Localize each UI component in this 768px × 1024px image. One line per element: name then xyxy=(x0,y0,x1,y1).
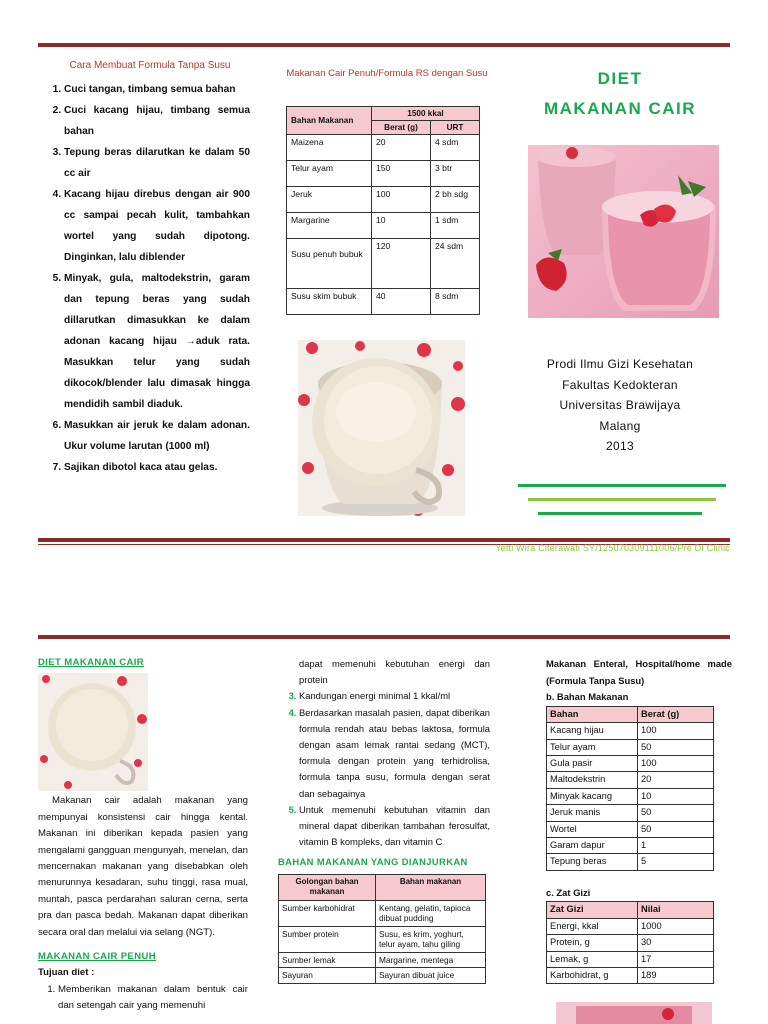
table-cell: 20 xyxy=(372,135,431,161)
table-cell: Kacang hijau xyxy=(547,723,638,739)
cover-title-line2: MAKANAN CAIR xyxy=(543,99,697,118)
table-cell: Margarine xyxy=(287,213,372,239)
table-cell: Garam dapur xyxy=(547,838,638,854)
table-cell: Sumber protein xyxy=(279,926,376,952)
table-cell: Telur ayam xyxy=(547,739,638,755)
milk-drink-photo xyxy=(298,340,465,516)
table-cell: Maltodekstrin xyxy=(547,772,638,788)
ingredients-label: b. Bahan Makanan xyxy=(546,691,629,703)
recipe-step: 3. Tepung beras dilarutkan ke dalam 50 cc air xyxy=(64,142,250,184)
table-cell: Protein, g xyxy=(547,935,638,951)
recipe-step: 5. Minyak, gula, maltodekstrin, garam dan tepung beras yang sudah dillarutkan dimasukkan ke dalam adonan kacang hijau →aduk rata. Masukkan telur yang sudah dikocok/blender lalu dimasak hingga mendidih sambil diaduk. xyxy=(64,268,250,415)
goal-list xyxy=(38,982,248,1015)
table-header: Bahan xyxy=(547,706,638,722)
table-cell: Kentang, gelatin, tapioca dibuat pudding xyxy=(376,900,486,926)
institution-block xyxy=(520,354,720,457)
recommended-foods-table xyxy=(278,874,486,984)
table-cell: 120 xyxy=(372,239,431,289)
table-cell: 5 xyxy=(638,854,714,870)
cover-title xyxy=(520,64,720,124)
table-cell: Sayuran dibuat juice xyxy=(376,968,486,984)
recommended-foods-heading: BAHAN MAKANAN YANG DIANJURKAN xyxy=(278,856,468,868)
goal-label: Tujuan diet : xyxy=(38,967,95,979)
table-header: Berat (g) xyxy=(372,121,431,135)
table-cell: 100 xyxy=(638,756,714,772)
recipe-steps xyxy=(50,79,250,478)
recipe-instructions-title: Cara Membuat Formula Tanpa Susu xyxy=(69,60,231,71)
table-cell: Wortel xyxy=(547,821,638,837)
green-rule-1 xyxy=(518,484,726,487)
nutrients-table xyxy=(546,901,714,984)
goal-item: 3. Kandungan energi minimal 1 kkal/ml xyxy=(299,688,490,704)
table-cell: 50 xyxy=(638,739,714,755)
table-cell: 3 btr xyxy=(431,161,480,187)
table-cell: 8 sdm xyxy=(431,289,480,315)
table-header: Bahan Makanan xyxy=(287,107,372,135)
green-rule-2 xyxy=(538,512,702,515)
table-cell: Sumber lemak xyxy=(279,952,376,968)
table-cell: 1000 xyxy=(638,918,714,934)
table-cell: Susu penuh bubuk xyxy=(287,239,372,289)
table-header: Nilai xyxy=(638,902,714,918)
ingredients-table xyxy=(546,706,714,871)
recipe-step: 6. Masukkan air jeruk ke dalam adonan. Ukur volume larutan (1000 ml) xyxy=(64,415,250,457)
recipe-instructions xyxy=(50,60,250,478)
nutrients-label: c. Zat Gizi xyxy=(546,886,591,898)
table-cell: 150 xyxy=(372,161,431,187)
table-header: URT xyxy=(431,121,480,135)
table-cell: 2 bh sdg xyxy=(431,187,480,213)
footer-credit: Yetti Wira Citerawati SY/125070309111006/Pre DI Clinic xyxy=(495,543,730,553)
table-cell: 24 sdm xyxy=(431,239,480,289)
drink-photo-partial xyxy=(556,1002,712,1024)
table-cell: Sumber karbohidrat xyxy=(279,900,376,926)
strawberry-smoothie-photo xyxy=(528,145,719,318)
table-cell: 50 xyxy=(638,805,714,821)
table-cell: Energi, kkal xyxy=(547,918,638,934)
table-cell: 10 xyxy=(372,213,431,239)
table-cell: Telur ayam xyxy=(287,161,372,187)
table-cell: 17 xyxy=(638,951,714,967)
table-cell: 100 xyxy=(372,187,431,213)
goal-continuation: dapat memenuhi kebutuhan energi dan protein xyxy=(299,658,490,686)
table-cell: 189 xyxy=(638,968,714,984)
recipe-step: 4. Kacang hijau direbus dengan air 900 cc sampai pecah kulit, tambahkan wortel yang sudah dipotong. Dinginkan, lalu diblender xyxy=(64,184,250,268)
footer-rule-thick xyxy=(38,538,730,542)
table-cell: Minyak kacang xyxy=(547,788,638,804)
table-header: Berat (g) xyxy=(638,706,714,722)
table-cell: Jeruk xyxy=(287,187,372,213)
recipe-step: 1. Cuci tangan, timbang semua bahan xyxy=(64,79,250,100)
goal-item: 4. Berdasarkan masalah pasien, dapat diberikan formula rendah atau bebas laktosa, formula dengan asam lemak rantai sedang (MCT), formula dengan protein yang terhidrolisa, formula tanpa susu, formula dengan serat dan sebagainya xyxy=(299,705,490,802)
top-rule xyxy=(38,43,730,47)
table-cell: 1 xyxy=(638,838,714,854)
recipe-step: 7. Sajikan dibotol kaca atau gelas. xyxy=(64,457,250,478)
institution-line: Prodi Ilmu Gizi Kesehatan xyxy=(546,357,694,371)
table-cell: Maizena xyxy=(287,135,372,161)
institution-line: Fakultas Kedokteran xyxy=(562,377,678,392)
recipe-step: 2. Cuci kacang hijau, timbang semua bahan xyxy=(64,100,250,142)
institution-line: Malang xyxy=(599,418,641,433)
table-header: Bahan makanan xyxy=(376,874,486,900)
page2-top-rule xyxy=(38,635,730,639)
table-cell: Tepung beras xyxy=(547,854,638,870)
table-cell: 1 sdm xyxy=(431,213,480,239)
intro-heading: DIET MAKANAN CAIR xyxy=(38,657,145,668)
table-cell: 100 xyxy=(638,723,714,739)
table-cell: 50 xyxy=(638,821,714,837)
table-cell: Lemak, g xyxy=(547,951,638,967)
goals-continued-column xyxy=(278,656,490,984)
section-heading: MAKANAN CAIR PENUH xyxy=(38,951,157,963)
institution-line: Universitas Brawijaya xyxy=(559,398,681,412)
enteral-column xyxy=(546,656,732,984)
table-cell: Jeruk manis xyxy=(547,805,638,821)
table-cell: Susu, es krim, yoghurt, telur ayam, tahu giling xyxy=(376,926,486,952)
institution-line: 2013 xyxy=(606,439,634,453)
milk-drink-thumbnail xyxy=(38,673,148,791)
table-cell: Margarine, mentega xyxy=(376,952,486,968)
rs-formula-title: Makanan Cair Penuh/Formula RS dengan Susu xyxy=(286,68,488,79)
rs-formula-table xyxy=(286,106,480,315)
intro-column xyxy=(38,655,248,1015)
table-cell: Susu skim bubuk xyxy=(287,289,372,315)
table-header: Zat Gizi xyxy=(547,902,638,918)
table-cell: Gula pasir xyxy=(547,756,638,772)
table-cell: Sayuran xyxy=(279,968,376,984)
table-header: 1500 kkal xyxy=(372,107,480,121)
goal-item: 5. Untuk memenuhi kebutuhan vitamin dan mineral dapat diberikan tambahan ferosulfat, vitamin B kompleks, dan vitamin C xyxy=(299,802,490,851)
table-header: Golongan bahan makanan xyxy=(279,874,376,900)
lime-rule xyxy=(528,498,716,501)
table-cell: 4 sdm xyxy=(431,135,480,161)
table-cell: 30 xyxy=(638,935,714,951)
table-cell: 20 xyxy=(638,772,714,788)
goal-list-continued xyxy=(278,688,490,850)
enteral-title: Makanan Enteral, Hospital/home made (Formula Tanpa Susu) xyxy=(546,658,732,686)
goal-item: 1. Memberikan makanan dalam bentuk cair dan setengah cair yang memenuhi xyxy=(58,982,248,1015)
table-cell: 40 xyxy=(372,289,431,315)
cover-title-line1: DIET xyxy=(597,69,643,88)
table-cell: Karbohidrat, g xyxy=(547,968,638,984)
intro-paragraph: Makanan cair adalah makanan yang mempunyai konsistensi cair hingga kental. Makanan ini diberikan kepada pasien yang mengalami gangguan mengunyah, menelan, dan mencernakan makanan yang disebabkan oleh menurunnya kesadaran, suhu tinggi, rasa mual, muntah, pasca perdarahan saluran cerna, serta pra dan pasca bedah. Makanan dapat diberikan secara oral dan melalui via selang (NGT). xyxy=(38,795,248,938)
table-cell: 10 xyxy=(638,788,714,804)
